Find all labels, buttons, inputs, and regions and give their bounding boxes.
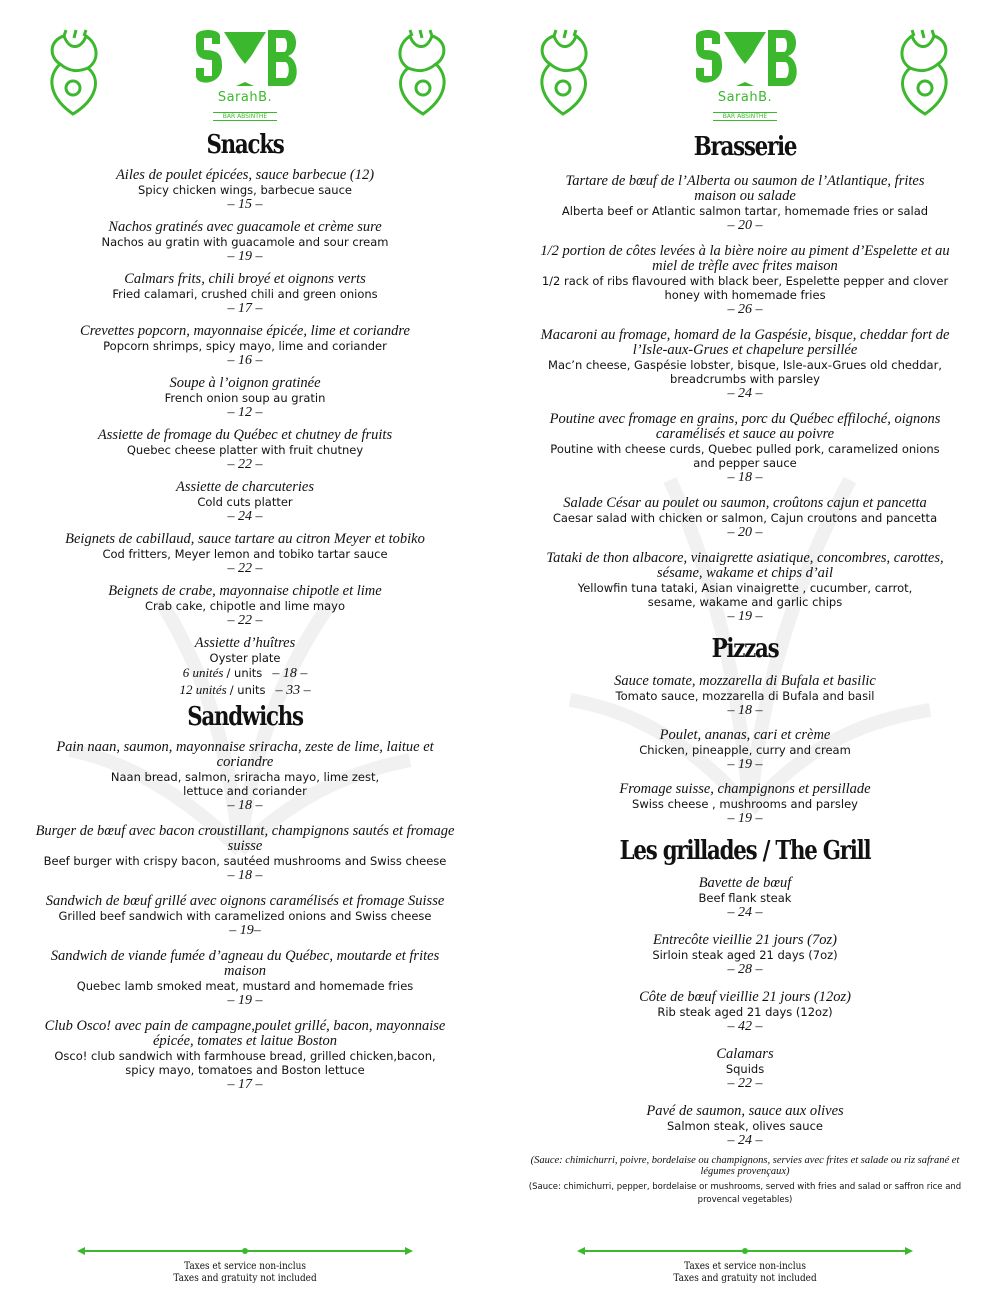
ornament-icon [892,28,958,116]
item-price: – 17 – [227,301,263,316]
item-name-fr: Burger de bœuf avec bacon croustillant, champignons sautés et fromage suisse [35,823,455,854]
sarahb-logo [190,26,300,123]
divider-ornament-icon [575,1246,915,1256]
item-name-en: Popcorn shrimps, spicy mayo, lime and coriander [103,339,387,353]
item-name-fr: Ailes de poulet épicées, sauce barbecue (12) [115,167,375,183]
menu-item [0,894,490,939]
item-name-en: Salmon steak, olives sauce [667,1119,823,1133]
oyster-price: – 18 – [272,666,308,681]
item-price: – 16 – [227,353,263,368]
section-title-pizzas: Pizzas [711,634,779,664]
item-name-en: Grilled beef sandwich with caramelized onions and Swiss cheese [58,909,432,923]
sarahb-logo [690,26,800,123]
item-name-en: Mac’n cheese, Gaspésie lobster, bisque, Isle-aux-Grues old cheddar, breadcrumbs with parsley [548,358,942,386]
logo-subtitle: BAR ABSINTHE [213,112,277,121]
menu-item [0,220,490,265]
item-price: – 20 – [727,525,763,540]
oyster-price: – 33 – [275,683,311,698]
item-price: – 19 – [727,757,763,772]
menu-item [500,551,990,625]
footer-taxes-en: Taxes and gratuity not included [673,1272,817,1284]
item-name-fr: 1/2 portion de côtes levées à la bière noire au piment d’Espelette et au miel de trèfle avec frites maison [540,243,950,274]
ornament-icon [390,28,456,116]
item-name-en: Yellowfin tuna tataki, Asian vinaigrette , cucumber, carrot, sesame, wakame and garlic chips [577,581,913,609]
right-header [500,0,990,130]
item-price: – 24 – [227,509,263,524]
menu-item [500,244,990,318]
menu-item [0,532,490,577]
item-name-fr: Calmars frits, chili broyé et oignons verts [124,271,366,287]
menu-item [500,782,990,827]
item-name-en: 1/2 rack of ribs flavoured with black beer, Espelette pepper and clover honey with homemade fries [541,274,949,302]
item-name-en: Swiss cheese , mushrooms and parsley [632,797,858,811]
item-name-en: Beef flank steak [698,891,792,905]
item-name-fr: Assiette de charcuteries [176,479,314,495]
footer-taxes-fr: Taxes et service non-inclus [184,1260,306,1272]
item-name-en: Oyster plate [209,651,281,665]
item-name-en: Cod fritters, Meyer lemon and tobiko tartar sauce [102,547,388,561]
item-name-fr: Macaroni au fromage, homard de la Gaspésie, bisque, cheddar fort de l’Isle-aux-Grues et chapelure persillée [540,327,950,358]
item-price: – 24 – [727,905,763,920]
sandwichs-list [0,740,490,1093]
item-name-fr: Assiette de fromage du Québec et chutney de fruits [97,427,393,443]
item-name-en: Cold cuts platter [197,495,293,509]
footer-taxes-fr: Taxes et service non-inclus [684,1260,806,1272]
menu-item [0,376,490,421]
item-name-en: Beef burger with crispy bacon, sautéed mushrooms and Swiss cheese [43,854,447,868]
item-price: – 19 – [227,993,263,1008]
item-name-fr: Calamars [716,1046,774,1062]
sarahb-logo-icon [190,26,300,92]
item-name-en: Nachos au gratin with guacamole and sour cream [101,235,389,249]
menu-item [500,876,990,921]
item-price: – 18 – [227,868,263,883]
sauce-note-en: (Sauce: chimichurri, pepper, bordelaise or mushrooms, served with fries and salad or saffron rice and provencal vegetables) [528,1182,962,1205]
item-price: – 22 – [227,457,263,472]
item-price: – 19 – [727,609,763,624]
oyster-qty-fr: 6 unités [182,665,224,680]
item-name-fr: Côte de bœuf vieillie 21 jours (12oz) [639,989,851,1005]
menu-item [0,428,490,473]
pizzas-list [500,674,990,827]
item-name-fr: Nachos gratinés avec guacamole et crème sure [108,219,382,235]
footer-taxes-en: Taxes and gratuity not included [173,1272,317,1284]
oyster-item [0,636,490,699]
menu-item [0,824,490,884]
item-name-en: Spicy chicken wings, barbecue sauce [138,183,352,197]
menu-item [0,324,490,369]
item-name-en: Rib steak aged 21 days (12oz) [657,1005,833,1019]
item-name-fr: Sandwich de viande fumée d’agneau du Québec, moutarde et frites maison [50,948,440,979]
item-name-fr: Bavette de bœuf [698,875,792,891]
menu-item [500,933,990,978]
item-name-en: Osco! club sandwich with farmhouse bread, grilled chicken,bacon, spicy mayo, tomatoes and Boston lettuce [54,1049,436,1077]
logo-subtitle: BAR ABSINTHE [713,112,777,121]
left-footer [0,1246,490,1284]
item-name-fr: Assiette d’huîtres [194,635,296,651]
section-title-sandwichs: Sandwichs [187,702,303,732]
item-name-fr: Pavé de saumon, sauce aux olives [646,1103,844,1119]
item-price: – 26 – [727,302,763,317]
item-name-fr: Poutine avec fromage en grains, porc du Québec effiloché, oignons caramélisés et sauce au poivre [549,411,941,442]
menu-item [500,674,990,719]
item-name-fr: Fromage suisse, champignons et persillade [619,781,871,797]
item-price: – 42 – [727,1019,763,1034]
item-name-en: Quebec lamb smoked meat, mustard and homemade fries [76,979,414,993]
left-menu-page [0,0,490,1100]
menu-item [500,496,990,541]
item-name-en: Alberta beef or Atlantic salmon tartar, homemade fries or salad [561,204,929,218]
menu-item [500,412,990,486]
item-name-fr: Sandwich de bœuf grillé avec oignons caramélisés et fromage Suisse [45,893,445,909]
item-name-fr: Tartare de bœuf de l’Alberta ou saumon de l’Atlantique, frites maison ou salade [565,173,925,204]
item-name-fr: Tataki de thon albacore, vinaigrette asiatique, concombres, carottes, sésame, wakame et chips d’ail [546,550,944,581]
section-title-brasserie: Brasserie [693,132,797,162]
item-name-en: Tomato sauce, mozzarella di Bufala and basil [615,689,875,703]
item-price: – 18 – [727,703,763,718]
brasserie-list [500,174,990,625]
left-header [0,0,490,130]
oyster-qty-fr: 12 unités [179,682,227,697]
item-price: – 19 – [727,811,763,826]
item-price: – 19 – [227,249,263,264]
item-price: – 19– [229,923,261,938]
section-title-grill: Les grillades / The Grill [619,836,871,866]
menu-item [0,272,490,317]
item-name-en: Naan bread, salmon, sriracha mayo, lime zest, lettuce and coriander [110,770,380,798]
item-price: – 28 – [727,962,763,977]
item-name-en: Chicken, pineapple, curry and cream [639,743,851,757]
menu-item [0,1019,490,1093]
item-name-en: Quebec cheese platter with fruit chutney [126,443,364,457]
item-name-en: Sirloin steak aged 21 days (7oz) [652,948,838,962]
menu-item [500,728,990,773]
logo-brand-text: SarahB. [717,90,773,105]
menu-item [500,174,990,234]
item-name-fr: Beignets de cabillaud, sauce tartare au citron Meyer et tobiko [65,531,425,547]
item-name-en: Crab cake, chipotle and lime mayo [144,599,346,613]
menu-item [500,328,990,402]
item-price: – 17 – [227,1077,263,1092]
item-name-fr: Salade César au poulet ou saumon, croûtons cajun et pancetta [563,495,927,511]
item-price: – 24 – [727,1133,763,1148]
right-menu-page [500,0,990,1207]
sarahb-logo-icon [690,26,800,92]
menu-item [500,1104,990,1149]
right-footer [500,1246,990,1284]
item-price: – 18 – [727,470,763,485]
oyster-option [0,682,490,699]
item-name-fr: Entrecôte vieillie 21 jours (7oz) [653,932,837,948]
divider-ornament-icon [75,1246,415,1256]
menu-item [500,990,990,1035]
ornament-icon [530,28,596,116]
menu-item [500,1047,990,1092]
item-name-en: Poutine with cheese curds, Quebec pulled pork, caramelized onions and pepper sauce [550,442,940,470]
snacks-list [0,168,490,699]
menu-item [0,168,490,213]
menu-item [0,949,490,1009]
item-name-fr: Crevettes popcorn, mayonnaise épicée, lime et coriandre [80,323,410,339]
oyster-option [0,665,490,682]
item-name-en: Squids [725,1062,765,1076]
grill-list [500,876,990,1149]
menu-item [0,480,490,525]
oyster-qty-en: / units [229,683,266,697]
item-name-en: Fried calamari, crushed chili and green onions [112,287,378,301]
item-name-en: Caesar salad with chicken or salmon, Cajun croutons and pancetta [552,511,938,525]
item-price: – 22 – [727,1076,763,1091]
item-price: – 20 – [727,218,763,233]
item-name-fr: Pain naan, saumon, mayonnaise sriracha, zeste de lime, laitue et coriandre [56,739,434,770]
item-price: – 22 – [227,561,263,576]
item-name-fr: Sauce tomate, mozzarella di Bufala et basilic [614,673,876,689]
item-name-fr: Soupe à l’oignon gratinée [169,375,321,391]
item-price: – 24 – [727,386,763,401]
menu-item [0,584,490,629]
logo-brand-text: SarahB. [217,90,273,105]
item-name-fr: Club Osco! avec pain de campagne,poulet grillé, bacon, mayonnaise épicée, tomates et laitue Boston [44,1018,446,1049]
section-title-snacks: Snacks [206,130,284,160]
ornament-icon [40,28,106,116]
item-price: – 18 – [227,798,263,813]
item-price: – 15 – [227,197,263,212]
item-name-fr: Beignets de crabe, mayonnaise chipotle et lime [108,583,382,599]
item-price: – 12 – [227,405,263,420]
item-name-fr: Poulet, ananas, cari et crème [659,727,831,743]
sauce-note-fr: (Sauce: chimichurri, poivre, bordelaise ou champignons, servies avec frites et salade ou riz safrané et légumes provençaux) [530,1155,960,1177]
oyster-qty-en: / units [226,666,263,680]
menu-item [0,740,490,814]
item-price: – 22 – [227,613,263,628]
item-name-en: French onion soup au gratin [164,391,326,405]
